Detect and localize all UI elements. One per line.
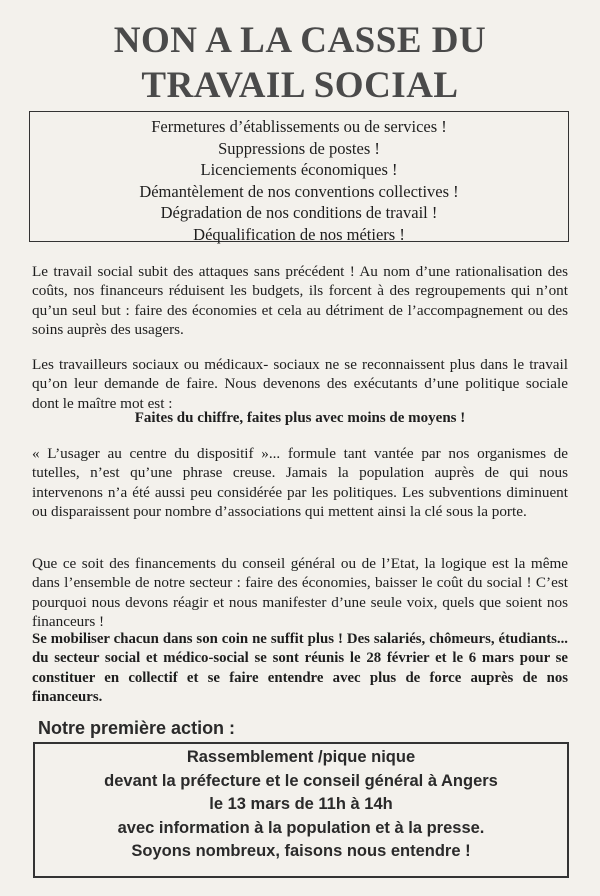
action-line: Rassemblement /pique nique [186,748,416,766]
grievances-box [29,111,569,242]
action-line: Soyons nombreux, faisons nous entendre ! [131,842,471,860]
action-heading: Notre première action : [38,718,236,738]
grievance-item: Dégradation de nos conditions de travail ! [160,203,438,223]
grievance-item: Suppressions de postes ! [218,138,380,158]
paragraph-attacks: Le travail social subit des attaques sans précédent ! Au nom d’une rationalisation des coûts, nos financeurs réduisent les budgets, ils forcent à des regroupements qui n’ont qu’un seul but : faire des économies et cela au détriment de l’accompagnement ou des soins auprès des usagers. [32,263,568,339]
action-line: le 13 mars de 11h à 14h [209,795,393,813]
grievance-item: Fermetures d’établissements ou de services ! [151,117,447,136]
slogan: Faites du chiffre, faites plus avec moins de moyens ! [134,410,466,426]
action-line: devant la préfecture et le conseil général à Angers [104,771,498,790]
title-line-2: TRAVAIL SOCIAL [141,65,459,106]
action-line: avec information à la population et à la presse. [117,818,485,837]
page-title [0,18,600,108]
grievance-item: Déqualification de nos métiers ! [193,224,405,244]
grievance-item: Licenciements économiques ! [200,160,398,180]
paragraph-mobilisation: Se mobiliser chacun dans son coin ne suffit plus ! Des salariés, chômeurs, étudiants... du secteur social et médico-social se sont réunis le 28 février et le 6 mars pour se constituer en collectif et se faire entendre avec plus de force auprès de nos financeurs. [32,631,568,706]
grievance-item: Démantèlement de nos conventions collectives ! [139,181,459,201]
title-line-1: NON A LA CASSE DU [113,20,487,61]
paragraph-usager: « L’usager au centre du dispositif »... formule tant vantée par nos organismes de tutelles, n’est qu’une phrase creuse. Jamais la population auprès de qui nous intervenons n’a été aussi peu considérée par les politiques. Les subventions diminuent ou disparaissent pour nombre d’associations qui mettent ainsi la clé sous la porte. [32,445,568,521]
action-box [33,742,569,878]
paragraph-workers: Les travailleurs sociaux ou médicaux- sociaux ne se reconnaissent plus dans le travail qu’on leur demande de faire. Nous devenons des exécutants d’une politique sociale dont le maître mot est : [32,356,568,412]
paragraph-financing: Que ce soit des financements du conseil général ou de l’Etat, la logique est la même dans l’ensemble de notre secteur : faire des économies, baisser le coût du social ! C’est pourquoi nous devons réagir et nous manifester d’une seule voix, quels que soient nos financeurs ! [32,555,568,631]
